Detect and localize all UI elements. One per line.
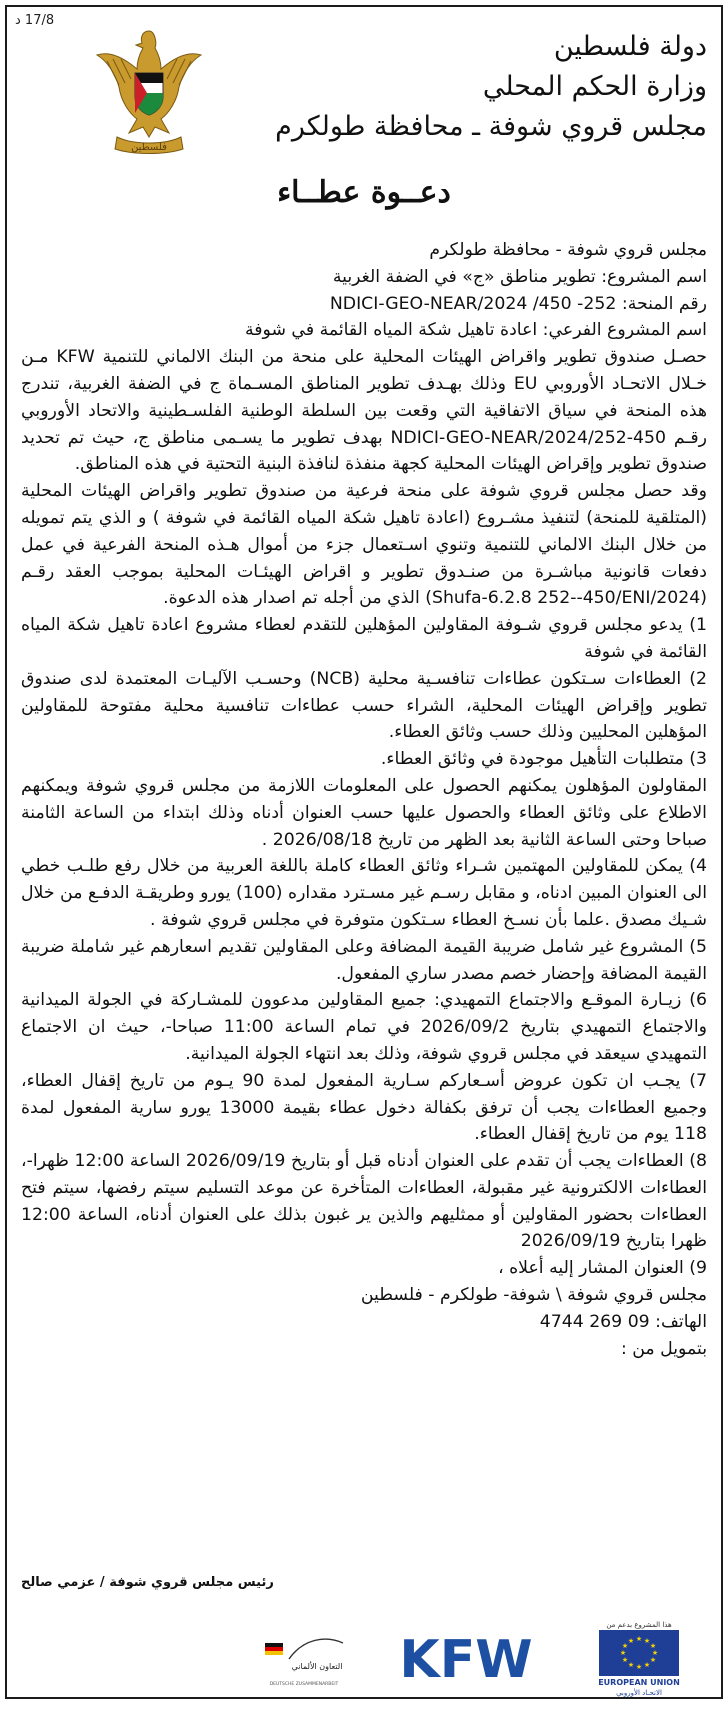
council-line: مجلس قروي شوفة - محافظة طولكرم <box>429 240 707 260</box>
item-4: 4) يمكن للمقاولين المهتمين شـراء وثائق العطاء كاملة باللغة العربية من خلال رفع طلـب خطي الى العنوان المبين ادناه، و مقابل رسـم غير مسـترد مقداره (100) يورو وطريقـة الدفـع من خلال شـيك مصدق .علما بأن نسـخ العطاء سـتكون متوفرة في مجلس قروي شوفة . <box>21 856 707 930</box>
phone-line: الهاتف: 09 269 4744 <box>539 1311 707 1332</box>
signature: رئيس مجلس قروي شوفة / عزمي صالح <box>21 1575 274 1590</box>
svg-text:★: ★ <box>643 1661 651 1669</box>
intro-paragraph-2: وقد حصل مجلس قروي شوفة على منحة فرعية من صندوق تطوير واقراض الهيئات المحلية (المتلقية للمنحة) لتنفيذ مشـروع (اعادة تاهيل شكة المياه القائمة في شوفة ) و الذي يتم تمويله من خلال البنك الالماني للتنمية وتنوي اسـتعمال جزء من أموال هـذه المنحة الفرعية في عمل دفعات قانونية مباشـرة من صنـدوق تطوير و اقراض الهيئـات المحلية بموجب العقد رقـم (Shufa-6.2.8 252--450/ENI/2024) الذي من أجله تم اصدار هذه الدعوة. <box>21 481 707 609</box>
item-6: 6) زيـارة الموقـع والاجتماع التمهيدي: جميع المقاولين مدعوون للمشـاركة في الجولة الميدانية والاجتماع التمهيدي بتاريخ 2026/09/2 في تمام الساعة 11:00 صباحا-، حيث ان الاجتماع التمهيدي سيعقد في مجلس قروي شوفة، وذلك بعد انتهاء الجولة الميدانية. <box>21 990 707 1064</box>
item-2: 2) العطاءات سـتكون عطاءات تنافسـية محلية (NCB) وحسـب الآليـات المعتمدة لدى صندوق تطوير وإقراض الهيئات المحلية، الشراء حسب عطاءات تنافسية محلية مفتوحة للمقاولين المؤهلين المحليين وذلك حسب وثائق العطاء. <box>21 668 707 743</box>
item-3-details: المقاولون المؤهلون يمكنهم الحصول على المعلومات اللازمة من مجلس قروي شوفة ويمكنهم الاطلاع على وثائق العطاء والحصول عليها حسب العنوان أدناه وذلك ابتداء من الساعة الثامنة صباحا وحتى الساعة الثانية بعد الظهر من تاريخ 2026/08/18 . <box>21 775 707 850</box>
item-9: 9) العنوان المشار إليه أعلاه ، <box>498 1258 707 1279</box>
funding-line: بتمويل من : <box>620 1338 707 1359</box>
announcement-title: دعــوة عطــاء <box>277 175 451 210</box>
eu-arabic: الاتحـاد الأوروبي <box>616 1689 662 1697</box>
palestine-eagle-emblem <box>93 25 205 157</box>
svg-text:★: ★ <box>635 1663 643 1671</box>
item-1: 1) يدعو مجلس قروي شـوفة المقاولين المؤهلين للتقدم لعطاء مشروع اعادة تاهيل شكة المياه القائمة في شوفة <box>21 615 707 662</box>
grant-number: رقم المنحة: 252- 450/ NDICI-GEO-NEAR/2024 <box>329 293 707 314</box>
svg-text:★: ★ <box>627 1637 635 1645</box>
coop-arabic: التعاون الألماني <box>291 1662 343 1671</box>
address-line: مجلس قروي شوفة \ شوفة- طولكرم - فلسطين <box>360 1285 707 1306</box>
item-5: 5) المشروع غير شامل ضريبة القيمة المضافة وعلى المقاولين تقديم اسعارهم غير شاملة ضريبة القيمة المضافة وإحضار خصم مصدر ساري المفعول. <box>21 936 707 984</box>
header-line-council: مجلس قروي شوفة ـ محافظة طولكرم <box>275 111 707 142</box>
svg-text:★: ★ <box>621 1642 629 1650</box>
funders-logos <box>21 1619 707 1699</box>
subproject-name: اسم المشروع الفرعي: اعادة تاهيل شكة المياه القائمة في شوفة <box>244 320 707 341</box>
svg-text:★: ★ <box>649 1642 657 1650</box>
svg-text:★: ★ <box>627 1661 635 1669</box>
eu-flag-logo <box>571 1619 707 1697</box>
kfw-logo <box>391 1629 541 1687</box>
header <box>275 27 707 147</box>
coop-german: DEUTSCHE ZUSAMMENARBEIT <box>269 1682 339 1687</box>
svg-text:★: ★ <box>635 1635 643 1643</box>
svg-text:★: ★ <box>619 1649 627 1657</box>
svg-text:★: ★ <box>651 1649 659 1657</box>
item-3: 3) متطلبات التأهيل موجودة في وثائق العطاء. <box>380 749 707 770</box>
emblem-caption: فلسطين <box>131 142 167 153</box>
eu-name: EUROPEAN UNION <box>598 1678 680 1687</box>
svg-text:★: ★ <box>649 1656 657 1664</box>
announcement-body <box>21 237 707 1362</box>
header-line-state: دولة فلسطين <box>553 31 707 62</box>
svg-text:★: ★ <box>643 1637 651 1645</box>
eu-top-text: هذا المشروع بدعم من <box>606 1621 672 1629</box>
project-name: اسم المشروع: تطوير مناطق «ج» في الضفة الغربية <box>332 266 707 287</box>
page-code: 17/8 د <box>15 13 55 28</box>
item-7: 7) يجـب ان تكون عروض أسـعاركم سـارية المفعول لمدة 90 يـوم من تاريخ إقفال العطاء، وجميع العطاءات يجب أن ترفق بكفالة دخول عطاء بقيمة 13000 يورو سارية المفعول لمدة 118 يوم من تاريخ إقفال العطاء. <box>21 1070 708 1145</box>
announcement-page <box>5 5 723 1699</box>
kfw-text: KFW <box>399 1630 533 1687</box>
svg-text:★: ★ <box>621 1656 629 1664</box>
intro-paragraph-1: حصـل صندوق تطوير واقراض الهيئات المحلية على منحة من البنك الالماني للتنمية KFW مـن خـلال الاتحـاد الأوروبي EU وذلك بهـدف تطوير المناطق المسـماة ج في الضفة الغربية، تندرج هذه المنحة في سياق الاتفاقية التي وقعت بين السلطة الوطنية الفلسـطينية والاتحاد الأوروبي رقـم NDICI-GEO-NEAR/2024/252-450 بهدف تطوير ما يسـمى مناطق ج، حيث تم تحديد صندوق تطوير وإقراض الهيئات المحلية كجهة منفذة لنافذة البنية التحتية في هذه المناطق. <box>21 347 708 475</box>
german-cooperation-logo <box>259 1625 349 1693</box>
item-8: 8) العطاءات يجب أن تقدم على العنوان أدناه قبل أو بتاريخ 2026/09/19 الساعة 12:00 ظهرا-، العطاءات الالكترونية غير مقبولة، العطاءات المتأخرة عن موعد التسليم سيتم رفضها، سيتم فتح العطاءات بحضور المقاولين أو ممثليهم والذين ير غبون بذلك على العنوان أدناه، الساعة 12:00 ظهرا بتاريخ 2026/09/19 <box>21 1151 707 1252</box>
header-line-ministry: وزارة الحكم المحلي <box>482 71 707 102</box>
